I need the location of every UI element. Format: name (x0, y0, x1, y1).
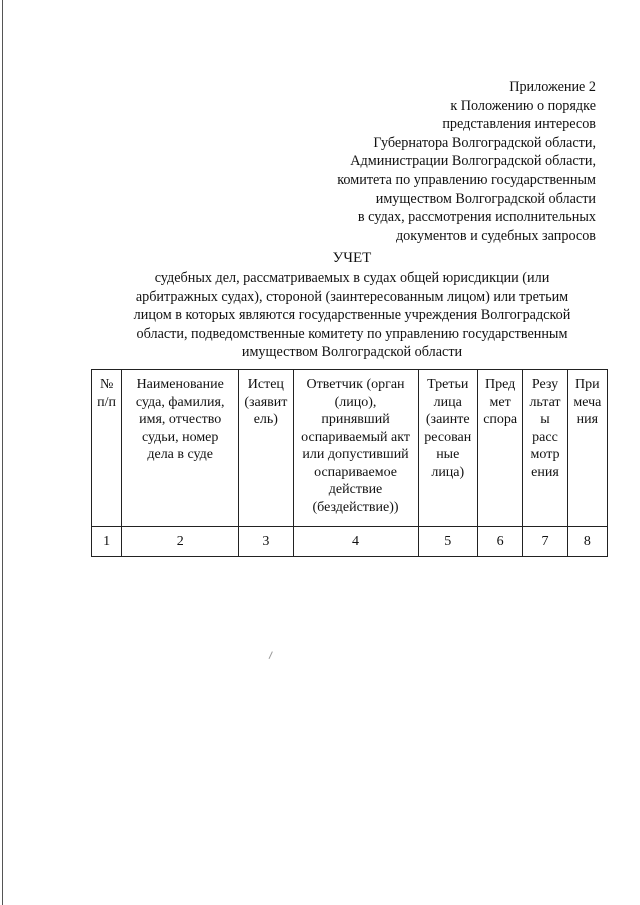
header-line: лица) (431, 464, 465, 480)
appendix-line: в судах, рассмотрения исполнительных (357, 209, 596, 226)
header-line: оспариваемое (314, 464, 397, 480)
appendix-line: имуществом Волгоградской области (375, 190, 596, 207)
header-line: (заявит (244, 394, 288, 410)
column-header-notes (567, 370, 607, 527)
page-left-edge (2, 0, 3, 905)
header-line: При (575, 377, 600, 392)
appendix-line: комитета по управлению государственным (337, 171, 596, 188)
header-line: льтат (529, 394, 561, 410)
column-header-subject (477, 370, 522, 527)
header-line: Истец (247, 377, 284, 392)
column-number-cell: 4 (293, 527, 418, 557)
subtitle-line: области, подведомственные комитету по управлению государственным (136, 325, 568, 342)
subtitle-line: судебных дел, рассматриваемых в судах общей юрисдикции (или (154, 270, 550, 286)
header-line: действие (328, 482, 383, 497)
header-line: п/п (97, 394, 117, 410)
subtitle-line: имуществом Волгоградской области (241, 344, 463, 361)
header-line: Третьи (427, 377, 469, 392)
column-header-number (92, 370, 122, 527)
header-line: принявший (321, 412, 390, 427)
header-line: (лицо), (334, 394, 377, 410)
column-header-third-parties (418, 370, 477, 527)
column-number-cell: 2 (122, 527, 239, 557)
header-line: ресован (424, 429, 472, 445)
header-line: судьи, номер (141, 429, 219, 445)
column-number-cell: 1 (92, 527, 122, 557)
appendix-line: документов и судебных запросов (395, 227, 596, 244)
header-line: № (99, 377, 114, 392)
appendix-line: к Положению о порядке (450, 97, 596, 114)
document-subtitle (96, 269, 608, 362)
header-line: Пред (485, 377, 516, 392)
appendix-header (337, 78, 596, 245)
subtitle-line: лицом в которых являются государственные учреждения Волгоградской (133, 307, 571, 324)
column-number-cell: 5 (418, 527, 477, 557)
column-number-cell: 7 (523, 527, 567, 557)
register-table (91, 369, 608, 557)
header-line: ы (540, 412, 550, 427)
header-line: мет (489, 394, 511, 410)
column-header-defendant (293, 370, 418, 527)
header-line: ния (576, 412, 599, 427)
header-line: ения (531, 464, 559, 480)
header-line: Наименование (136, 377, 224, 392)
header-line: (заинте (425, 412, 470, 427)
appendix-line: представления интересов (442, 116, 596, 133)
header-line: или допустивший (302, 447, 409, 462)
appendix-line: Приложение 2 (509, 79, 596, 95)
header-line: ель) (253, 412, 278, 427)
column-number-cell: 3 (239, 527, 293, 557)
header-line: (бездействие)) (312, 499, 399, 515)
scan-speck (269, 651, 277, 660)
column-number-cell: 6 (477, 527, 522, 557)
table-header-row (92, 370, 608, 527)
header-line: имя, отчество (139, 412, 222, 427)
appendix-line: Губернатора Волгоградской области, (373, 134, 596, 151)
document-title: УЧЕТ (332, 250, 372, 266)
subtitle-line: арбитражных судах), стороной (заинтересованным лицом) или третьим (135, 288, 569, 305)
header-line: лица (433, 394, 462, 410)
column-header-court (122, 370, 239, 527)
column-number-cell: 8 (567, 527, 607, 557)
header-line: Ответчик (орган (306, 377, 405, 392)
header-line: суда, фамилия, (135, 394, 225, 410)
header-line: мотр (530, 447, 560, 462)
appendix-line: Администрации Волгоградской области, (350, 153, 596, 170)
header-line: дела в суде (147, 447, 213, 462)
table-row (92, 527, 608, 557)
header-line: оспариваемый акт (301, 429, 410, 445)
header-line: спора (483, 412, 518, 427)
header-line: меча (573, 394, 602, 410)
column-header-results (523, 370, 567, 527)
header-line: ные (436, 447, 460, 462)
document-heading (96, 248, 608, 362)
column-header-plaintiff (239, 370, 293, 527)
header-line: Резу (531, 377, 559, 392)
header-line: расс (532, 429, 558, 445)
